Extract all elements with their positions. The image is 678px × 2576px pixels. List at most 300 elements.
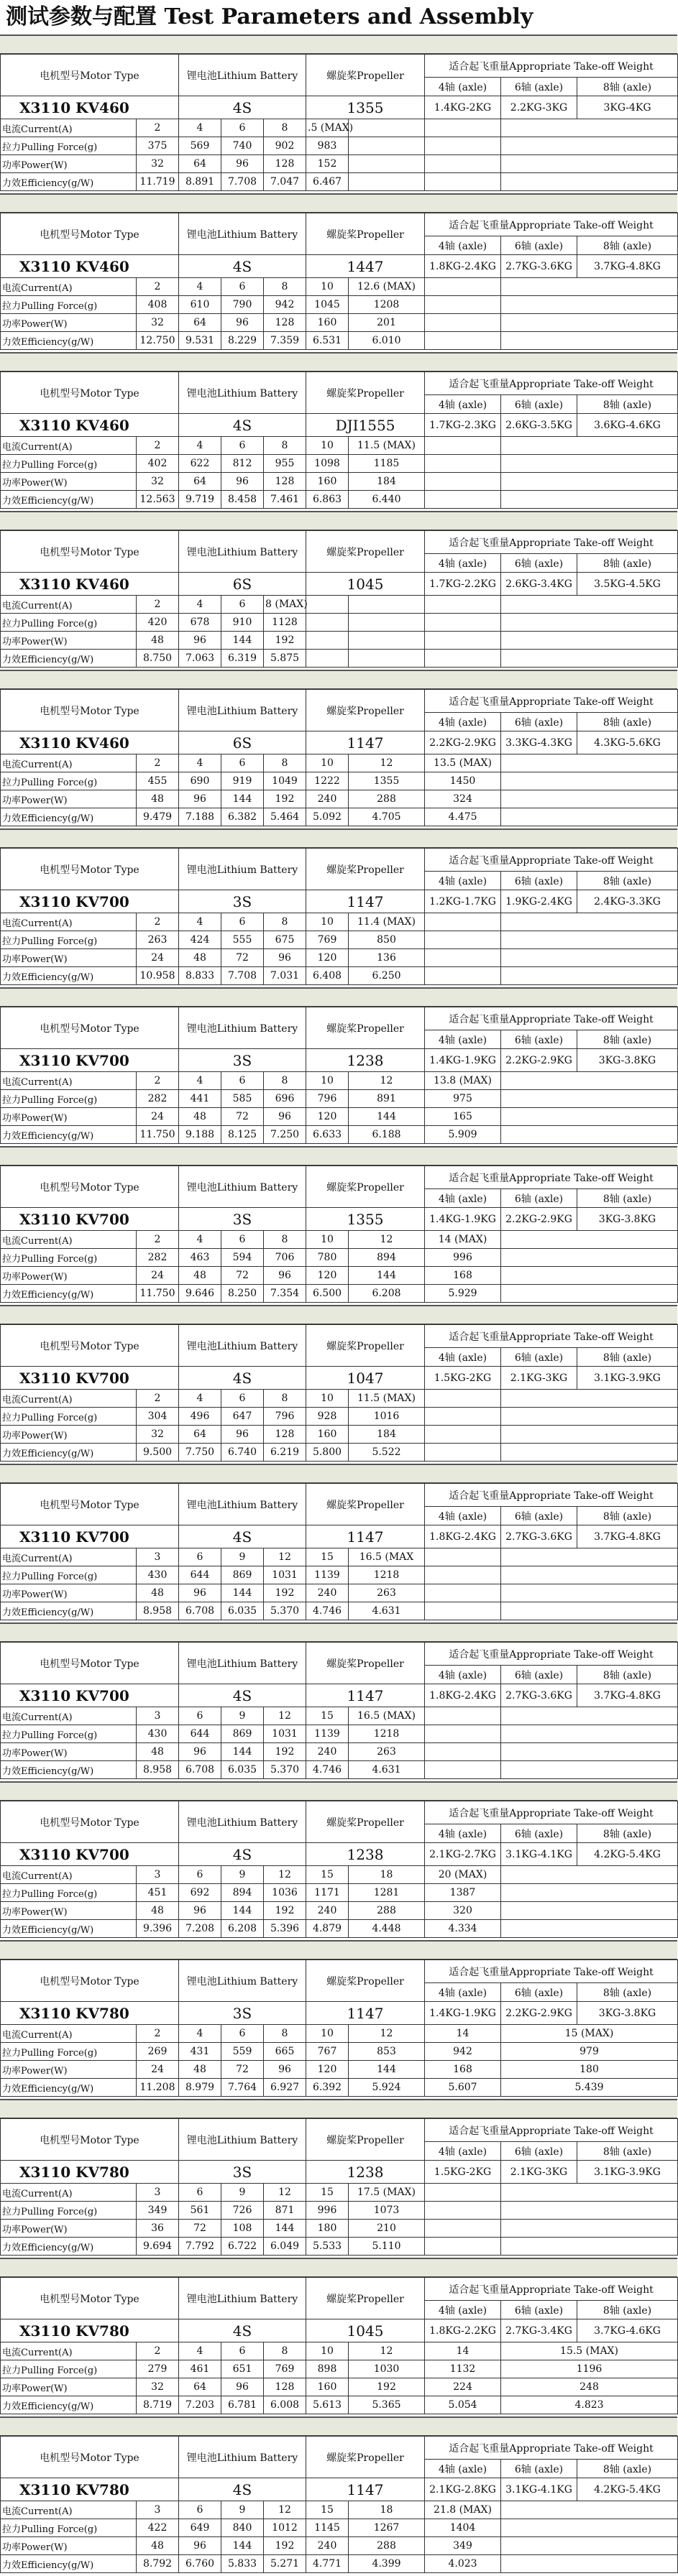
data-cell: 796 xyxy=(306,1090,349,1108)
data-cell: 5.929 xyxy=(425,1285,501,1303)
propeller-value: 1238 xyxy=(306,2161,425,2184)
data-cell: 144 xyxy=(221,790,264,808)
data-cell xyxy=(501,1884,678,1902)
data-cell: 431 xyxy=(179,2043,221,2061)
data-cell: 96 xyxy=(264,949,306,967)
data-cell xyxy=(425,491,501,509)
row-label: 功率Power(W) xyxy=(1,314,137,332)
axle4-header: 4轴 (axle) xyxy=(425,2301,501,2319)
propeller-value: 1355 xyxy=(306,96,425,119)
data-cell: 24 xyxy=(137,1108,179,1126)
data-cell: 726 xyxy=(221,2202,264,2220)
data-cell: 4.399 xyxy=(349,2555,425,2573)
section-divider xyxy=(0,2100,677,2118)
row-label: 功率Power(W) xyxy=(1,1426,137,1444)
data-cell: 790 xyxy=(221,296,264,314)
row-label: 功率Power(W) xyxy=(1,2378,137,2396)
row-label: 力效Efficiency(g/W) xyxy=(1,1126,137,1144)
battery-value: 4S xyxy=(179,1684,306,1707)
data-cell xyxy=(425,949,501,967)
data-cell: 869 xyxy=(221,1725,264,1743)
data-cell: 144 xyxy=(349,1267,425,1285)
data-cell: 10 xyxy=(306,437,349,455)
data-cell: 180 xyxy=(501,2061,678,2079)
data-cell: 594 xyxy=(221,1249,264,1267)
data-cell: 430 xyxy=(137,1566,179,1584)
row-label: 电流Current(A) xyxy=(1,119,137,137)
axle8-header: 8轴 (axle) xyxy=(577,1189,678,1208)
data-cell: 263 xyxy=(349,1584,425,1602)
section-divider xyxy=(0,1783,677,1801)
data-cell: 120 xyxy=(306,1267,349,1285)
data-cell: 9 xyxy=(221,2184,264,2202)
pulling-force-row xyxy=(1,1884,678,1902)
data-cell: 7.250 xyxy=(264,1126,306,1144)
data-cell: 1098 xyxy=(306,455,349,473)
data-cell: 12.6 (MAX) xyxy=(349,278,425,296)
battery-header: 锂电池Lithium Battery xyxy=(179,690,306,731)
data-cell xyxy=(501,1866,678,1884)
data-cell: 1267 xyxy=(349,2519,425,2537)
data-cell: 240 xyxy=(306,1743,349,1761)
data-cell: 942 xyxy=(425,2043,501,2061)
data-cell xyxy=(501,913,678,931)
data-cell: 4.334 xyxy=(425,1920,501,1938)
data-cell: 263 xyxy=(349,1743,425,1761)
axle8-header: 8轴 (axle) xyxy=(577,713,678,731)
data-cell xyxy=(501,596,678,614)
data-cell: 902 xyxy=(264,137,306,155)
data-cell: 3 xyxy=(137,1866,179,1884)
data-cell: 7.359 xyxy=(264,332,306,350)
row-label: 功率Power(W) xyxy=(1,2537,137,2555)
propeller-header: 螺旋桨Propeller xyxy=(306,2437,425,2478)
data-cell: 6 xyxy=(179,1548,221,1566)
data-cell: 120 xyxy=(306,2061,349,2079)
data-cell: 996 xyxy=(306,2202,349,2220)
data-cell: 8 xyxy=(264,1231,306,1249)
spec-block xyxy=(0,670,677,828)
data-cell: 8 xyxy=(264,1390,306,1408)
data-cell xyxy=(425,1761,501,1779)
battery-value: 3S xyxy=(179,2002,306,2025)
takeoff-weight-8-axle: 3.1KG-3.9KG xyxy=(577,2161,678,2184)
spec-block xyxy=(0,1305,677,1464)
motor-type-header: 电机型号Motor Type xyxy=(1,1325,179,1367)
axle4-header: 4轴 (axle) xyxy=(425,395,501,414)
row-label: 功率Power(W) xyxy=(1,790,137,808)
data-cell: 10 xyxy=(306,913,349,931)
data-cell: 555 xyxy=(221,931,264,949)
data-cell: 48 xyxy=(179,1108,221,1126)
data-cell: 2 xyxy=(137,913,179,931)
data-cell: 496 xyxy=(179,1408,221,1426)
efficiency-row xyxy=(1,1761,678,1779)
data-cell: 7.750 xyxy=(179,1444,221,1462)
data-cell: 24 xyxy=(137,949,179,967)
data-cell xyxy=(501,2220,678,2238)
data-cell xyxy=(425,455,501,473)
propeller-header: 螺旋桨Propeller xyxy=(306,1325,425,1367)
data-cell xyxy=(425,913,501,931)
battery-header: 锂电池Lithium Battery xyxy=(179,2437,306,2478)
data-cell xyxy=(349,155,425,173)
data-cell: 8.750 xyxy=(137,650,179,668)
data-cell: 2 xyxy=(137,119,179,137)
data-cell: 17.5 (MAX) xyxy=(349,2184,425,2202)
takeoff-weight-4-axle: 1.4KG-2KG xyxy=(425,96,501,119)
axle6-header: 6轴 (axle) xyxy=(501,2301,577,2319)
data-cell: 10 xyxy=(306,754,349,772)
data-cell: 1045 xyxy=(306,296,349,314)
spec-block xyxy=(0,1940,677,2099)
data-cell xyxy=(501,155,678,173)
data-cell: 1196 xyxy=(501,2360,678,2378)
data-cell: 12 xyxy=(264,1866,306,1884)
pulling-force-row xyxy=(1,137,678,155)
data-cell: 610 xyxy=(179,296,221,314)
takeoff-weight-header: 适合起飞重量Appropriate Take-off Weight xyxy=(425,1960,678,1983)
power-row xyxy=(1,1426,678,1444)
takeoff-weight-4-axle: 1.2KG-1.7KG xyxy=(425,890,501,913)
axle4-header: 4轴 (axle) xyxy=(425,2142,501,2161)
data-cell: 282 xyxy=(137,1090,179,1108)
data-cell xyxy=(501,1707,678,1725)
data-cell: 675 xyxy=(264,931,306,949)
motor-type-header: 电机型号Motor Type xyxy=(1,55,179,96)
data-cell: 48 xyxy=(179,1267,221,1285)
data-cell xyxy=(501,1072,678,1090)
data-cell xyxy=(425,1408,501,1426)
data-cell: 1016 xyxy=(349,1408,425,1426)
data-cell: 919 xyxy=(221,772,264,790)
data-cell: 1171 xyxy=(306,1884,349,1902)
data-cell xyxy=(425,967,501,985)
data-cell: 128 xyxy=(264,155,306,173)
spec-block xyxy=(0,511,677,670)
spec-table xyxy=(0,1007,678,1144)
data-cell: 192 xyxy=(264,1584,306,1602)
data-cell xyxy=(306,632,349,650)
current-row xyxy=(1,1231,678,1249)
data-cell: 224 xyxy=(425,2378,501,2396)
efficiency-row xyxy=(1,967,678,985)
battery-value: 3S xyxy=(179,1049,306,1072)
motor-type-header: 电机型号Motor Type xyxy=(1,1166,179,1208)
data-cell: 9.531 xyxy=(179,332,221,350)
data-cell: 2 xyxy=(137,2342,179,2360)
row-label: 电流Current(A) xyxy=(1,1390,137,1408)
pulling-force-row xyxy=(1,614,678,632)
data-cell: 32 xyxy=(137,2378,179,2396)
data-cell: 408 xyxy=(137,296,179,314)
data-cell: 8.792 xyxy=(137,2555,179,2573)
data-cell xyxy=(501,1602,678,1620)
data-cell: 891 xyxy=(349,1090,425,1108)
data-cell: 48 xyxy=(137,632,179,650)
data-cell: 6.392 xyxy=(306,2079,349,2097)
axle8-header: 8轴 (axle) xyxy=(577,872,678,890)
propeller-header: 螺旋桨Propeller xyxy=(306,372,425,414)
data-cell xyxy=(349,596,425,614)
data-cell xyxy=(501,754,678,772)
takeoff-weight-4-axle: 1.8KG-2.4KG xyxy=(425,255,501,278)
takeoff-weight-header: 适合起飞重量Appropriate Take-off Weight xyxy=(425,1801,678,1824)
data-cell: 4.448 xyxy=(349,1920,425,1938)
data-cell: 769 xyxy=(264,2360,306,2378)
battery-value: 6S xyxy=(179,573,306,596)
spec-table xyxy=(0,530,678,668)
data-cell: 1132 xyxy=(425,2360,501,2378)
takeoff-weight-header: 适合起飞重量Appropriate Take-off Weight xyxy=(425,690,678,713)
data-cell xyxy=(501,949,678,967)
data-cell: 14 xyxy=(425,2025,501,2043)
data-cell xyxy=(501,119,678,137)
data-cell: 240 xyxy=(306,1902,349,1920)
takeoff-weight-8-axle: 3.7KG-4.8KG xyxy=(577,1525,678,1548)
data-cell xyxy=(306,614,349,632)
data-cell: 9.694 xyxy=(137,2238,179,2256)
takeoff-weight-6-axle: 2.6KG-3.4KG xyxy=(501,573,577,596)
data-cell xyxy=(501,1231,678,1249)
data-cell: 15 xyxy=(306,1866,349,1884)
data-cell xyxy=(425,1584,501,1602)
takeoff-weight-4-axle: 1.5KG-2KG xyxy=(425,1367,501,1390)
takeoff-weight-6-axle: 2.6KG-3.5KG xyxy=(501,414,577,437)
row-label: 力效Efficiency(g/W) xyxy=(1,491,137,509)
axle8-header: 8轴 (axle) xyxy=(577,1348,678,1367)
data-cell xyxy=(501,614,678,632)
data-cell: 690 xyxy=(179,772,221,790)
data-cell: 2 xyxy=(137,1231,179,1249)
data-cell: 240 xyxy=(306,790,349,808)
axle8-header: 8轴 (axle) xyxy=(577,1983,678,2002)
power-row xyxy=(1,155,678,173)
data-cell: 8 xyxy=(264,754,306,772)
data-cell: 1218 xyxy=(349,1725,425,1743)
efficiency-row xyxy=(1,2079,678,2097)
data-cell: 6.008 xyxy=(264,2396,306,2414)
data-cell: 10 xyxy=(306,2025,349,2043)
row-label: 功率Power(W) xyxy=(1,1584,137,1602)
data-cell: 5.909 xyxy=(425,1126,501,1144)
data-cell: 4 xyxy=(179,1231,221,1249)
data-cell: 5.271 xyxy=(264,2555,306,2573)
data-cell: 12.563 xyxy=(137,491,179,509)
data-cell: 1139 xyxy=(306,1566,349,1584)
data-cell: 7.708 xyxy=(221,173,264,191)
row-label: 拉力Pulling Force(g) xyxy=(1,1090,137,1108)
data-cell xyxy=(501,1920,678,1938)
efficiency-row xyxy=(1,2238,678,2256)
data-cell: 32 xyxy=(137,1426,179,1444)
spec-block xyxy=(0,193,677,352)
data-cell: 1450 xyxy=(425,772,501,790)
data-cell xyxy=(501,967,678,985)
power-row xyxy=(1,632,678,650)
data-cell: 14 xyxy=(425,2342,501,2360)
section-divider xyxy=(0,1942,677,1959)
axle8-header: 8轴 (axle) xyxy=(577,1666,678,1684)
axle8-header: 8轴 (axle) xyxy=(577,1507,678,1525)
battery-header: 锂电池Lithium Battery xyxy=(179,372,306,414)
data-cell xyxy=(425,1390,501,1408)
data-cell: 894 xyxy=(221,1884,264,1902)
pulling-force-row xyxy=(1,296,678,314)
data-cell: 6.035 xyxy=(221,1602,264,1620)
data-cell xyxy=(501,278,678,296)
motor-model: X3110 KV700 xyxy=(1,1367,179,1390)
data-cell: 2 xyxy=(137,596,179,614)
data-cell: 1281 xyxy=(349,1884,425,1902)
data-cell: 96 xyxy=(221,2378,264,2396)
data-cell: 8 xyxy=(264,1072,306,1090)
row-label: 电流Current(A) xyxy=(1,1548,137,1566)
axle8-header: 8轴 (axle) xyxy=(577,395,678,414)
takeoff-weight-header: 适合起飞重量Appropriate Take-off Weight xyxy=(425,1007,678,1030)
data-cell: 8 xyxy=(264,119,306,137)
data-cell: 108 xyxy=(221,2220,264,2238)
pulling-force-row xyxy=(1,931,678,949)
row-label: 拉力Pulling Force(g) xyxy=(1,137,137,155)
data-cell: 871 xyxy=(264,2202,306,2220)
propeller-header: 螺旋桨Propeller xyxy=(306,1166,425,1208)
power-row xyxy=(1,2378,678,2396)
data-cell xyxy=(501,2202,678,2220)
data-cell: 11.5 (MAX) xyxy=(349,437,425,455)
pulling-force-row xyxy=(1,1249,678,1267)
data-cell: 15 (MAX) xyxy=(501,2025,678,2043)
data-cell: 201 xyxy=(349,314,425,332)
battery-header: 锂电池Lithium Battery xyxy=(179,1007,306,1049)
data-cell: 463 xyxy=(179,1249,221,1267)
data-cell xyxy=(501,473,678,491)
data-cell: 210 xyxy=(349,2220,425,2238)
data-cell: 1185 xyxy=(349,455,425,473)
propeller-header: 螺旋桨Propeller xyxy=(306,1960,425,2002)
current-row xyxy=(1,1707,678,1725)
data-cell: 1139 xyxy=(306,1725,349,1743)
data-cell: 6.531 xyxy=(306,332,349,350)
propeller-value: DJI1555 xyxy=(306,414,425,437)
data-cell: 2 xyxy=(137,754,179,772)
takeoff-weight-6-axle: 2.2KG-2.9KG xyxy=(501,1049,577,1072)
spec-table xyxy=(0,1959,678,2097)
power-row xyxy=(1,1267,678,1285)
data-cell: 769 xyxy=(306,931,349,949)
data-cell: 9.479 xyxy=(137,808,179,826)
propeller-header: 螺旋桨Propeller xyxy=(306,1484,425,1525)
current-row xyxy=(1,596,678,614)
data-cell: 128 xyxy=(264,473,306,491)
data-cell: 4.879 xyxy=(306,1920,349,1938)
data-cell: 144 xyxy=(264,2220,306,2238)
data-cell: 288 xyxy=(349,2537,425,2555)
spec-block xyxy=(0,828,677,987)
data-cell: 5.092 xyxy=(306,808,349,826)
data-cell: 942 xyxy=(264,296,306,314)
row-label: 电流Current(A) xyxy=(1,913,137,931)
data-cell: 8 xyxy=(264,2342,306,2360)
data-cell: 12 xyxy=(264,1548,306,1566)
motor-model: X3110 KV700 xyxy=(1,1684,179,1707)
data-cell: 144 xyxy=(221,1743,264,1761)
power-row xyxy=(1,2061,678,2079)
data-cell: 6 xyxy=(179,1707,221,1725)
data-cell: 706 xyxy=(264,1249,306,1267)
pulling-force-row xyxy=(1,1090,678,1108)
row-label: 力效Efficiency(g/W) xyxy=(1,650,137,668)
data-cell: 6 xyxy=(221,596,264,614)
axle6-header: 6轴 (axle) xyxy=(501,1348,577,1367)
data-cell: 8.250 xyxy=(221,1285,264,1303)
data-cell: 10 xyxy=(306,1072,349,1090)
battery-header: 锂电池Lithium Battery xyxy=(179,531,306,573)
data-cell: 649 xyxy=(179,2519,221,2537)
propeller-value: 1045 xyxy=(306,2319,425,2342)
data-cell: 451 xyxy=(137,1884,179,1902)
motor-type-header: 电机型号Motor Type xyxy=(1,1960,179,2002)
data-cell: 8.229 xyxy=(221,332,264,350)
section-divider xyxy=(0,1306,677,1324)
motor-type-header: 电机型号Motor Type xyxy=(1,1007,179,1049)
battery-value: 3S xyxy=(179,1208,306,1231)
motor-model: X3110 KV460 xyxy=(1,96,179,119)
data-cell: 6.467 xyxy=(306,173,349,191)
takeoff-weight-6-axle: 2.7KG-3.6KG xyxy=(501,255,577,278)
data-cell: 955 xyxy=(264,455,306,473)
data-cell: 8.891 xyxy=(179,173,221,191)
data-cell xyxy=(349,119,425,137)
data-cell: 6.035 xyxy=(221,1761,264,1779)
data-cell xyxy=(425,155,501,173)
data-cell: 11.750 xyxy=(137,1285,179,1303)
data-cell: 441 xyxy=(179,1090,221,1108)
data-cell: 812 xyxy=(221,455,264,473)
data-cell xyxy=(501,2501,678,2519)
data-cell: 6 xyxy=(221,1390,264,1408)
motor-model: X3110 KV700 xyxy=(1,1843,179,1866)
takeoff-weight-8-axle: 3.5KG-4.5KG xyxy=(577,573,678,596)
motor-type-header: 电机型号Motor Type xyxy=(1,2437,179,2478)
efficiency-row xyxy=(1,332,678,350)
row-label: 拉力Pulling Force(g) xyxy=(1,772,137,790)
data-cell: 8 (MAX) xyxy=(264,596,306,614)
data-cell: 4 xyxy=(179,437,221,455)
takeoff-weight-header: 适合起飞重量Appropriate Take-off Weight xyxy=(425,2119,678,2142)
current-row xyxy=(1,2342,678,2360)
data-cell: 1218 xyxy=(349,1566,425,1584)
data-cell: 288 xyxy=(349,1902,425,1920)
spec-block xyxy=(0,2099,677,2258)
row-label: 力效Efficiency(g/W) xyxy=(1,2238,137,2256)
data-cell: 5.054 xyxy=(425,2396,501,2414)
section-divider xyxy=(0,1148,677,1165)
data-cell: 6.633 xyxy=(306,1126,349,1144)
data-cell: 6 xyxy=(221,2025,264,2043)
spec-block xyxy=(0,2258,677,2416)
power-row xyxy=(1,1584,678,1602)
axle8-header: 8轴 (axle) xyxy=(577,2460,678,2478)
data-cell: 6 xyxy=(221,1231,264,1249)
data-cell: 983 xyxy=(306,137,349,155)
data-cell: 48 xyxy=(137,1902,179,1920)
data-cell: 48 xyxy=(179,949,221,967)
row-label: 电流Current(A) xyxy=(1,2342,137,2360)
data-cell: 622 xyxy=(179,455,221,473)
data-cell: 6.722 xyxy=(221,2238,264,2256)
data-cell: 5.875 xyxy=(264,650,306,668)
